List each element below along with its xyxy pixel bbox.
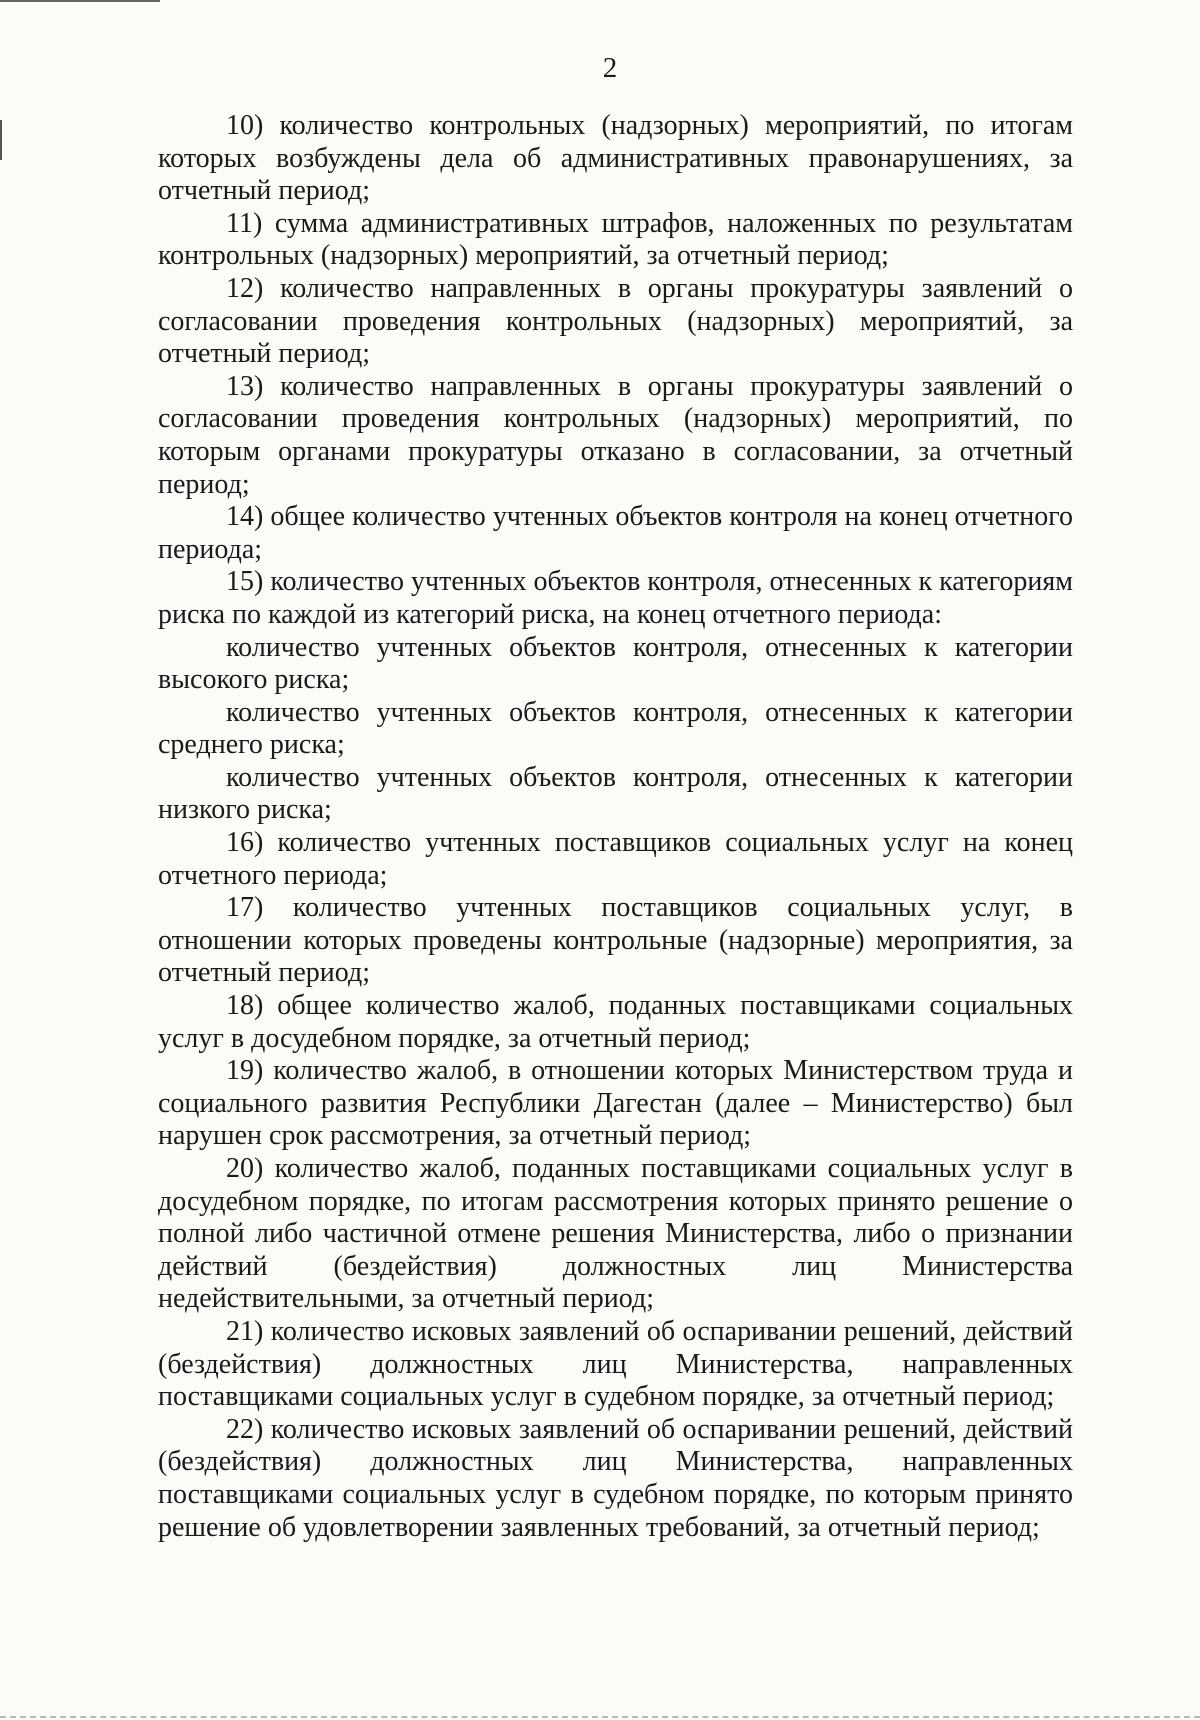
- scan-artifact-top: [0, 0, 160, 2]
- list-item: 10) количество контрольных (надзорных) мероприятий, по итогам которых возбуждены дела об административных правонарушениях, за отчетный период;: [158, 110, 1073, 207]
- list-subitem: количество учтенных объектов контроля, отнесенных к категории высокого риска;: [158, 631, 1073, 696]
- list-subitem: количество учтенных объектов контроля, отнесенных к категории среднего риска;: [158, 696, 1073, 761]
- list-item: 22) количество исковых заявлений об оспаривании решений, действий (бездействия) должностных лиц Министерства, направленных поставщиками социальных услуг в судебном порядке, по которым принято решение об удовлетворении заявленных требований, за отчетный период;: [158, 1413, 1073, 1543]
- list-item: 13) количество направленных в органы прокуратуры заявлений о согласовании проведения контрольных (надзорных) мероприятий, по которым органами прокуратуры отказано в согласовании, за отчетный период;: [158, 370, 1073, 500]
- list-item: 19) количество жалоб, в отношении которых Министерством труда и социального развития Республики Дагестан (далее – Министерство) был нарушен срок рассмотрения, за отчетный период;: [158, 1055, 1073, 1152]
- list-item: 16) количество учтенных поставщиков социальных услуг на конец отчетного периода;: [158, 827, 1073, 891]
- list-item: 12) количество направленных в органы прокуратуры заявлений о согласовании проведения контрольных (надзорных) мероприятий, за отчетный период;: [158, 272, 1073, 370]
- scan-artifact-bottom: [0, 1715, 1200, 1718]
- list-item: 14) общее количество учтенных объектов контроля на конец отчетного периода;: [158, 501, 1073, 565]
- page-number: 2: [602, 52, 618, 84]
- scan-artifact-left: [0, 120, 2, 160]
- list-item: 17) количество учтенных поставщиков социальных услуг, в отношении которых проведены контрольные (надзорные) мероприятия, за отчетный период;: [158, 892, 1073, 989]
- list-item: 20) количество жалоб, поданных поставщиками социальных услуг в досудебном порядке, по итогам рассмотрения которых принято решение о полной либо частичной отмене решения Министерства, либо о признании действий (бездействия) должностных лиц Министерства недействительными, за отчетный период;: [158, 1153, 1073, 1315]
- list-item: 15) количество учтенных объектов контроля, отнесенных к категориям риска по каждой из категорий риска, на конец отчетного периода:: [158, 566, 1073, 630]
- list-item: 18) общее количество жалоб, поданных поставщиками социальных услуг в досудебном порядке, за отчетный период;: [158, 990, 1073, 1054]
- list-subitem: количество учтенных объектов контроля, отнесенных к категории низкого риска;: [158, 761, 1073, 826]
- list-item: 11) сумма административных штрафов, наложенных по результатам контрольных (надзорных) мероприятий, за отчетный период;: [158, 207, 1073, 272]
- list-item: 21) количество исковых заявлений об оспаривании решений, действий (бездействия) должностных лиц Министерства, направленных поставщиками социальных услуг в судебном порядке, за отчетный период;: [158, 1315, 1073, 1413]
- document-body: [158, 110, 1073, 1544]
